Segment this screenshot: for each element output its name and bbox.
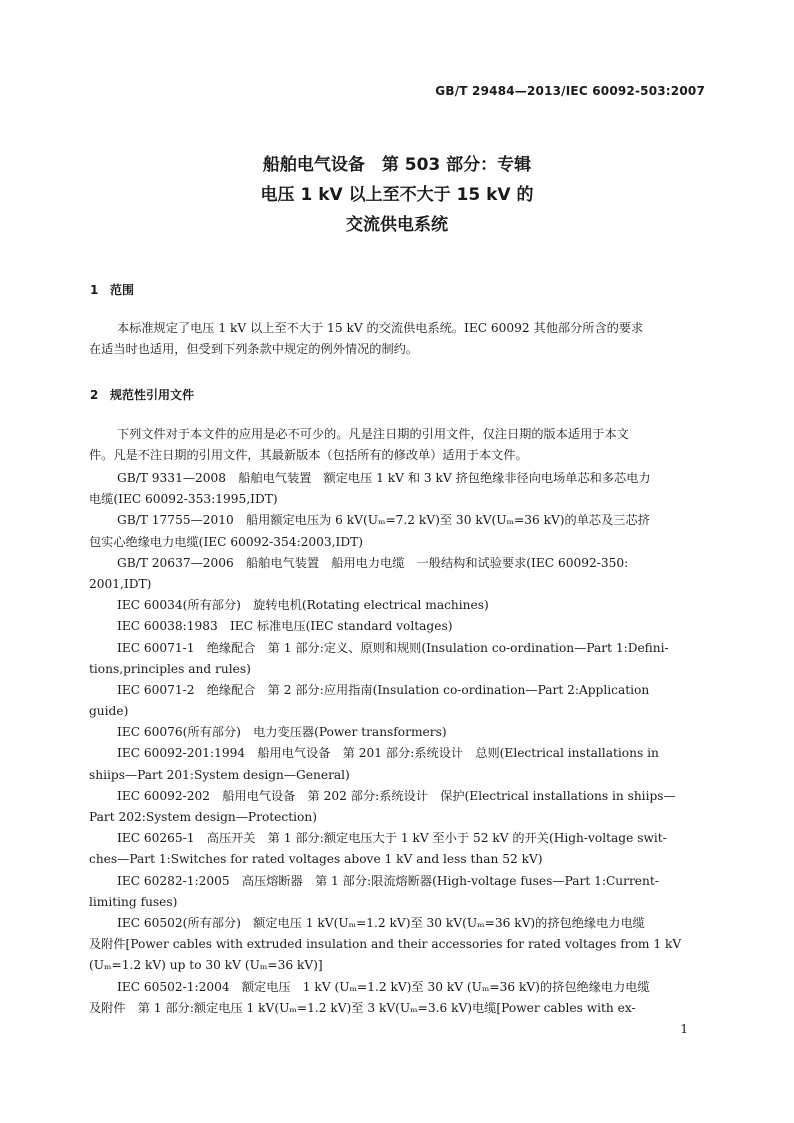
section-number: 1 [90,283,99,297]
section-heading-normative-references [90,386,194,403]
reference-item [89,743,704,785]
reference-item [89,828,704,870]
reference-line: IEC 60282-1:2005 高压熔断器 第 1 部分:限流熔断器(High-voltage fuses—Part 1:Current- [117,873,659,888]
reference-line: 及附件 第 1 部分:额定电压 1 kV(Uₘ=1.2 kV)至 3 kV(Uₘ=3.6 kV)电缆[Power cables with ex- [89,1000,636,1015]
reference-line: 电缆(IEC 60092-353:1995,IDT) [89,492,278,507]
reference-line: tions,principles and rules) [89,661,251,676]
paragraph-line: 本标准规定了电压 1 kV 以上至不大于 15 kV 的交流供电系统。IEC 60092 其他部分所含的要求 [117,321,644,335]
reference-line: 包实心绝缘电力电缆(IEC 60092-354:2003,IDT) [89,534,363,549]
reference-line: GB/T 17755—2010 船用额定电压为 6 kV(Uₘ=7.2 kV)至 30 kV(Uₘ=36 kV)的单芯及三芯挤 [117,513,650,528]
paragraph-line: 下列文件对于本文件的应用是必不可少的。凡是注日期的引用文件，仅注日期的版本适用于本文 [117,427,629,441]
reference-item [89,871,704,913]
reference-item [89,638,704,680]
reference-line: (Uₘ=1.2 kV) up to 30 kV (Uₘ=36 kV)] [89,958,323,973]
references-intro-paragraph [89,424,704,466]
reference-line: IEC 60092-201:1994 船用电气设备 第 201 部分:系统设计 总则(Electrical installations in [117,746,659,761]
reference-line: IEC 60034(所有部分) 旋转电机(Rotating electrical machines) [117,598,489,613]
title-line-1: 船舶电气设备 第 503 部分：专辑 [262,155,532,175]
standard-code-header: GB/T 29484—2013/IEC 60092-503:2007 [435,84,705,98]
reference-line: ches—Part 1:Switches for rated voltages above 1 kV and less than 52 kV) [89,852,543,867]
reference-item [89,913,704,977]
reference-line: guide) [89,704,129,719]
reference-item [89,977,704,1019]
reference-line: IEC 60071-2 绝缘配合 第 2 部分:应用指南(Insulation co-ordination—Part 2:Application [117,682,650,697]
reference-line: IEC 60038:1983 IEC 标准电压(IEC standard voltages) [117,619,453,634]
section-title: 范围 [110,283,135,297]
paragraph-line: 件。凡是不注日期的引用文件，其最新版本（包括所有的修改单）适用于本文件。 [89,448,528,462]
reference-line: Part 202:System design—Protection) [89,810,317,824]
section-title: 规范性引用文件 [110,388,195,402]
reference-item [89,722,704,743]
reference-list [89,468,704,1019]
document-title [0,150,794,240]
title-line-3: 交流供电系统 [346,215,448,235]
reference-item [89,595,704,616]
reference-item [89,680,704,722]
reference-item [89,553,704,595]
reference-item [89,510,704,552]
reference-line: IEC 60092-202 船用电气设备 第 202 部分:系统设计 保护(Electrical installations in shiips— [117,788,676,803]
reference-line: IEC 60076(所有部分) 电力变压器(Power transformers) [117,725,447,740]
reference-line: limiting fuses) [89,894,178,909]
reference-line: IEC 60071-1 绝缘配合 第 1 部分:定义、原则和规则(Insulation co-ordination—Part 1:Defini- [117,640,669,655]
reference-line: IEC 60265-1 高压开关 第 1 部分:额定电压大于 1 kV 至小于 52 kV 的开关(High-voltage swit- [117,831,667,846]
reference-item [89,616,704,637]
reference-item [89,786,704,828]
reference-line: GB/T 20637—2006 船舶电气装置 船用电力电缆 一般结构和试验要求(IEC 60092-350: [117,555,629,570]
reference-line: GB/T 9331—2008 船舶电气装置 额定电压 1 kV 和 3 kV 挤包绝缘非径向电场单芯和多芯电力 [117,471,651,485]
reference-line: shiips—Part 201:System design—General) [89,767,350,782]
section-number: 2 [90,388,99,402]
reference-line: IEC 60502-1:2004 额定电压 1 kV (Uₘ=1.2 kV)至 30 kV (Uₘ=36 kV)的挤包绝缘电力电缆 [117,979,650,994]
reference-line: 及附件[Power cables with extruded insulation and their accessories for rated voltages from 1 kV [89,937,682,952]
paragraph-line: 在适当时也适用，但受到下列条款中规定的例外情况的制约。 [89,342,419,356]
reference-line: IEC 60502(所有部分) 额定电压 1 kV(Uₘ=1.2 kV)至 30 kV(Uₘ=36 kV)的挤包绝缘电力电缆 [117,915,645,930]
scope-paragraph [89,318,704,360]
reference-line: 2001,IDT) [89,576,152,591]
title-line-2: 电压 1 kV 以上至不大于 15 kV 的 [260,185,534,205]
reference-item [89,468,704,510]
section-heading-scope [90,281,134,298]
page-number: 1 [680,1022,688,1036]
